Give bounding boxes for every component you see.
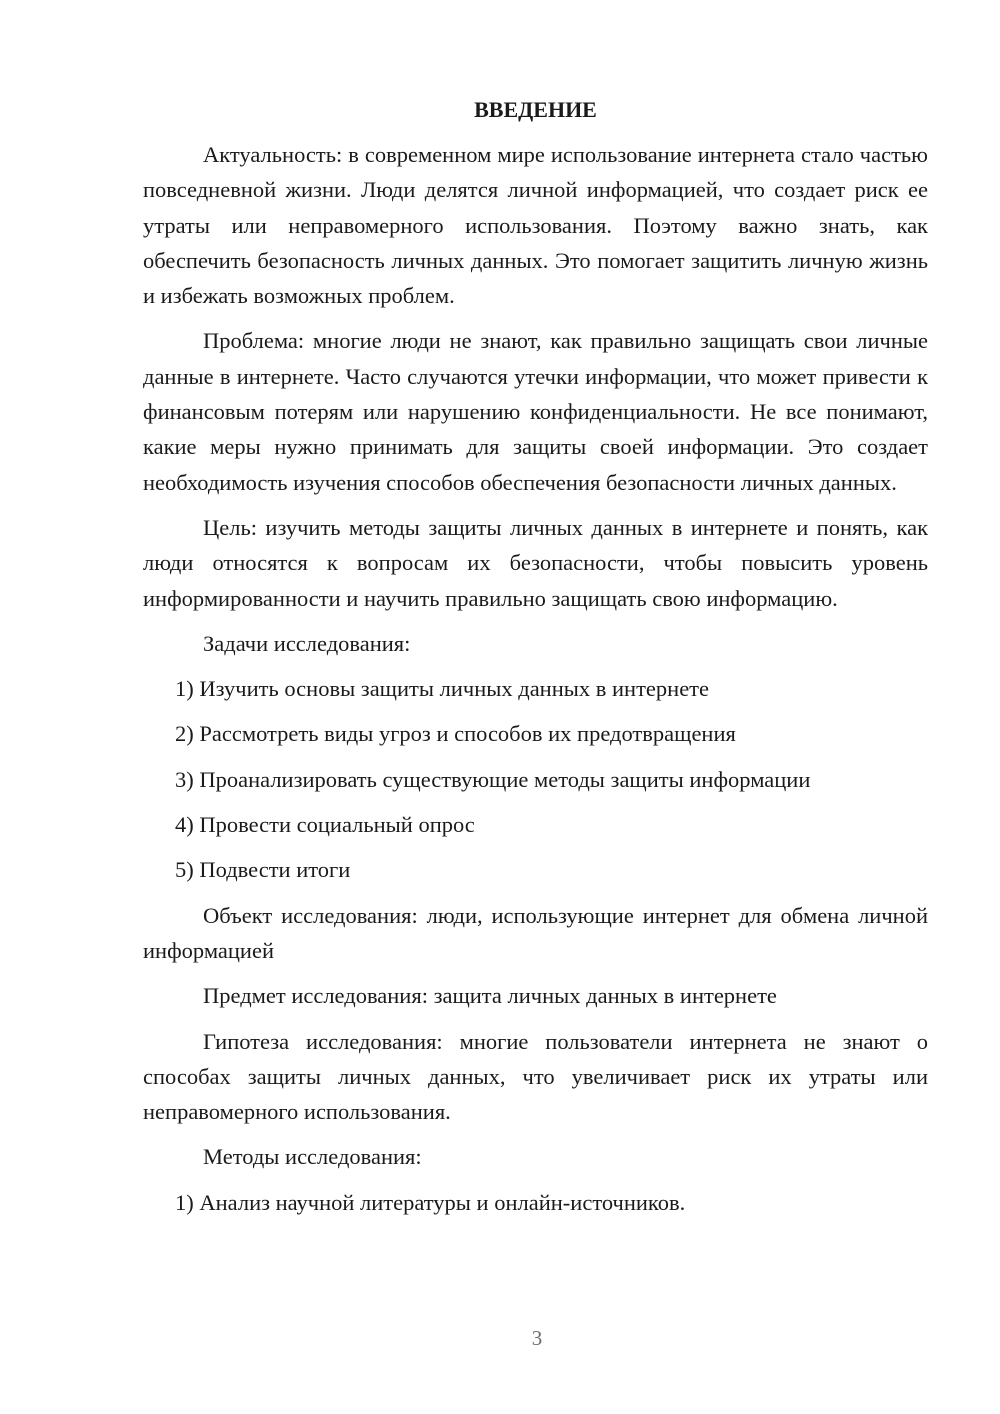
method-item-1: 1) Анализ научной литературы и онлайн-источников.	[175, 1189, 686, 1215]
page-content	[143, 92, 928, 1230]
task-item-5: 5) Подвести итоги	[175, 857, 351, 883]
task-item-4: 4) Провести социальный опрос	[175, 812, 475, 838]
section-title: ВВЕДЕНИЕ	[474, 97, 597, 122]
relevance-paragraph: Актуальность: в современном мире использование интернета стало частью повседневной жизни. Люди делятся личной информацией, что создает риск ее утраты или неправомерного использования. Поэтому важно знать, как обеспечить безопасность личных данных. Это помогает защитить личную жизнь и избежать возможных проблем.	[143, 142, 928, 309]
tasks-heading: Задачи исследования:	[203, 630, 411, 656]
task-item-2: 2) Рассмотреть виды угроз и способов их предотвращения	[175, 721, 736, 747]
subject-paragraph: Предмет исследования: защита личных данных в интернете	[203, 983, 777, 1009]
methods-heading: Методы исследования:	[203, 1144, 422, 1170]
object-paragraph: Объект исследования: люди, использующие интернет для обмена личной информацией	[143, 902, 928, 963]
task-item-1: 1) Изучить основы защиты личных данных в интернете	[175, 676, 710, 702]
problem-paragraph: Проблема: многие люди не знают, как правильно защищать свои личные данные в интернете. Часто случаются утечки информации, что может привести к финансовым потерям или нарушению конфиденциальности. Не все понимают, какие меры нужно принимать для защиты своей информации. Это создает необходимость изучения способов обеспечения безопасности личных данных.	[143, 328, 928, 495]
page-number: 3	[531, 1326, 543, 1350]
goal-paragraph: Цель: изучить методы защиты личных данных в интернете и понять, как люди относятся к вопросам их безопасности, чтобы повысить уровень информированности и научить правильно защищать свою информацию.	[143, 514, 928, 611]
hypothesis-paragraph: Гипотеза исследования: многие пользователи интернета не знают о способах защиты личных данных, что увеличивает риск их утраты или неправомерного использования.	[143, 1028, 928, 1125]
task-item-3: 3) Проанализировать существующие методы защиты информации	[175, 766, 811, 792]
